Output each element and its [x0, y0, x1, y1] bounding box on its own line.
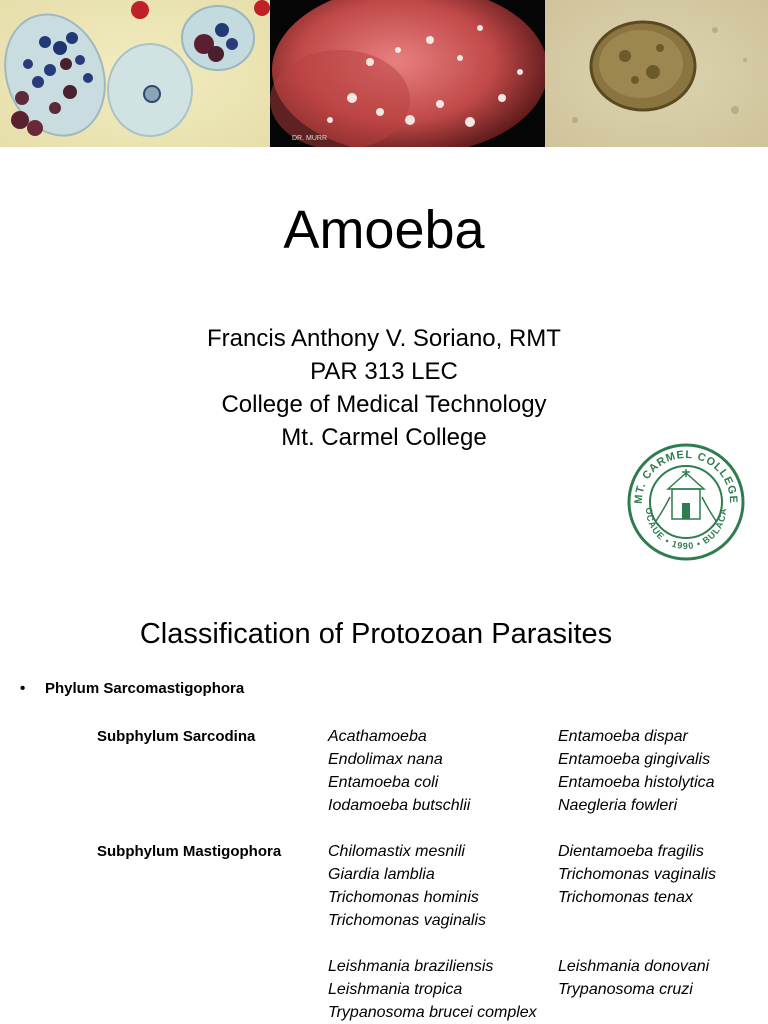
species-item: Trichomonas vaginalis: [558, 866, 716, 883]
species-item: Dientamoeba fragilis: [558, 843, 704, 860]
species-list-column-b: [558, 725, 715, 817]
species-item: Acathamoeba: [328, 728, 427, 745]
species-item: Endolimax nana: [328, 751, 443, 768]
endoscopy-ulcer-image: [270, 0, 545, 147]
species-item: Trichomonas vaginalis: [328, 912, 486, 929]
species-item: Leishmania braziliensis: [328, 958, 494, 975]
species-item: Entamoeba dispar: [558, 728, 688, 745]
species-list-column-b: [558, 955, 709, 1001]
species-item: Trichomonas hominis: [328, 889, 479, 906]
species-item: Entamoeba gingivalis: [558, 751, 711, 768]
subphylum-label-mastigophora: Subphylum Mastigophora: [97, 843, 282, 860]
species-item: Entamoeba coli: [328, 774, 439, 791]
species-item: Trichomonas tenax: [558, 889, 693, 906]
institution-name: Mt. Carmel College: [281, 424, 487, 451]
author-info: [0, 322, 768, 454]
header-image-banner: [0, 0, 768, 147]
svg-text:BOCAUE • 1990 • BULACAN: OCAUE • 1990 • BULACA: [643, 507, 729, 552]
phylum-bullet-item: [20, 678, 244, 700]
species-list-column-a: [328, 725, 470, 817]
phylum-label: Phylum Sarcomastigophora: [45, 680, 245, 697]
species-item: Entamoeba histolytica: [558, 774, 715, 791]
endoscopy-watermark-text: DR. MURR: [292, 135, 327, 142]
species-list-column-a: [328, 955, 537, 1024]
svg-text:MT. CARMEL COLLEGE: MT. CARMEL COLLEGE: [632, 448, 740, 505]
species-item: Leishmania tropica: [328, 981, 463, 998]
author-name: Francis Anthony V. Soriano, RMT: [207, 325, 561, 352]
college-seal-logo: [624, 443, 748, 561]
college-department: College of Medical Technology: [221, 391, 547, 418]
species-item: Giardia lamblia: [328, 866, 435, 883]
subphylum-label-sarcodina: Subphylum Sarcodina: [97, 728, 256, 745]
species-item: Leishmania donovani: [558, 958, 710, 975]
species-item: Chilomastix mesnili: [328, 843, 465, 860]
page-title: Amoeba: [283, 200, 485, 260]
species-list-column-a: [328, 840, 486, 932]
species-item: Iodamoeba butschlii: [328, 797, 471, 814]
species-item: Trypanosoma cruzi: [558, 981, 693, 998]
course-code: PAR 313 LEC: [310, 358, 458, 385]
amoeba-stained-microscopy-image: [0, 0, 270, 147]
bullet-icon: •: [20, 680, 26, 697]
species-list-column-b: [558, 840, 716, 909]
species-item: Naegleria fowleri: [558, 797, 678, 814]
section-heading: Classification of Protozoan Parasites: [139, 618, 613, 650]
cyst-microscopy-image: [545, 0, 768, 147]
species-item: Trypanosoma brucei complex: [328, 1004, 537, 1021]
